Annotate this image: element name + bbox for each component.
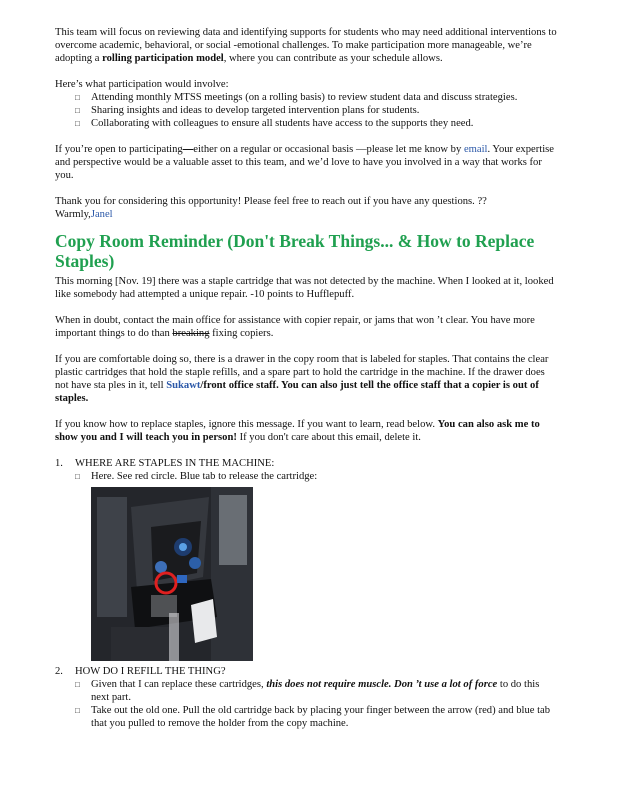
p2-text-a: When in doubt, contact the main office for assistance with copier repair, or jams that won ’t clear. You have more important things to do than bbox=[55, 315, 535, 339]
p3-text-b: either on a regular or occasional basis bbox=[193, 144, 354, 155]
bullet-icon: □ bbox=[75, 106, 80, 115]
bullet-icon: □ bbox=[75, 119, 80, 128]
sub-bold-italic-text: this does not require muscle. Don ’t use a lot of force bbox=[266, 679, 498, 690]
bullet-icon: □ bbox=[75, 472, 80, 481]
copyroom-paragraph-3 bbox=[55, 353, 558, 405]
list-item bbox=[75, 470, 558, 483]
list-item bbox=[75, 704, 558, 730]
list-item-text: Here. See red circle. Blue tab to release the cartridge: bbox=[91, 471, 318, 482]
signature-name-link[interactable]: Janel bbox=[90, 209, 113, 220]
p3-text-d: . Your expertise and perspective would be a valuable asset to this team, and we’d love to have you involved in a way that works for you. bbox=[55, 144, 554, 181]
p3-text-c: —please let me know by bbox=[355, 144, 462, 155]
list-item-text: Take out the old one. Pull the old cartridge back by placing your finger between the arrow (red) and blue tab that you pulled to remove the holder from the copy machine. bbox=[91, 705, 551, 729]
item-number: 1. bbox=[55, 458, 63, 469]
sub-text-b: to do this next part. bbox=[91, 679, 540, 703]
sub-text-a: Given that I can replace these cartridges, bbox=[91, 679, 264, 690]
p3-text-a: If you’re open to participating bbox=[55, 144, 183, 155]
p4-text-a: If you know how to replace staples, ignore this message. If you want to learn, read below. bbox=[55, 419, 435, 430]
list-item bbox=[75, 104, 558, 117]
signature bbox=[55, 208, 558, 221]
list-item bbox=[75, 91, 558, 104]
intro-paragraph-2: Here’s what participation would involve: bbox=[55, 79, 229, 90]
intro-text-c: , where you can contribute as your schedule allows. bbox=[223, 53, 443, 64]
list-item bbox=[75, 678, 558, 704]
bullet-icon: □ bbox=[75, 93, 80, 102]
sukawt-link[interactable]: Sukawt bbox=[166, 380, 201, 391]
rolling-participation-model: rolling participation model bbox=[102, 53, 224, 64]
item-title: HOW DO I REFILL THE THING? bbox=[75, 666, 226, 677]
list-item-text: Sharing insights and ideas to develop targeted intervention plans for students. bbox=[91, 105, 420, 116]
item-2-sublist bbox=[55, 678, 558, 730]
list-item-text: Collaborating with colleagues to ensure all students have access to the supports they need. bbox=[91, 118, 474, 129]
email-link[interactable]: email bbox=[463, 144, 488, 155]
numbered-item-2 bbox=[55, 665, 558, 678]
copyroom-paragraph-1: This morning [Nov. 19] there was a staple cartridge that was not detected by the machine. When I looked at it, looked like somebody had attempted a unique repair. -10 points to Hufflepuff. bbox=[55, 276, 554, 300]
item-number: 2. bbox=[55, 666, 63, 677]
p3-text: If you are comfortable doing so, there is a drawer in the copy room that is labeled for staples. That contains the clear plastic cartridges that hold the staple refills, and a spare part to hold the cartridge in the machine. If the drawer does not have sta ples in it, tell bbox=[55, 354, 549, 391]
p4-bold-text: You can also ask me to show you and I will teach you in person! bbox=[55, 419, 540, 443]
intro-text-a: This team will focus on reviewing data and identifying supports for students who may need additional interventions to overcome academic, behavioral, or social bbox=[55, 27, 557, 51]
copy-room-heading: Copy Room Reminder (Don't Break Things... & How to Replace Staples) bbox=[55, 231, 535, 271]
copyroom-paragraph-2 bbox=[55, 314, 558, 340]
copier-photo-illustration bbox=[91, 487, 253, 661]
signoff-text: Warmly, bbox=[55, 209, 91, 220]
intro-paragraph-1 bbox=[55, 26, 558, 65]
p2-text-b: fixing copiers. bbox=[212, 328, 274, 339]
copier-staple-photo bbox=[91, 487, 253, 661]
item-title: WHERE ARE STAPLES IN THE MACHINE: bbox=[75, 458, 275, 469]
copyroom-paragraph-4 bbox=[55, 418, 558, 444]
intro-text-b: -emotional challenges. To make participation more manageable, we’re adopting a bbox=[55, 40, 532, 64]
intro-paragraph-4: Thank you for considering this opportunity! Please feel free to reach out if you have any questions. ?? bbox=[55, 196, 487, 207]
intro-paragraph-3 bbox=[55, 143, 558, 182]
participation-list bbox=[55, 91, 558, 130]
p2-strike: breaking bbox=[172, 328, 210, 339]
list-item bbox=[75, 117, 558, 130]
bullet-icon: □ bbox=[75, 680, 80, 689]
item-1-sublist bbox=[55, 470, 558, 483]
p3-bold-text: /front office staff. You can also just tell the office staff that a copier is out of staples. bbox=[55, 380, 539, 404]
bullet-icon: □ bbox=[75, 706, 80, 715]
list-item-text: Attending monthly MTSS meetings (on a rolling basis) to review student data and discuss strategies. bbox=[91, 92, 518, 103]
numbered-item-1 bbox=[55, 457, 558, 470]
p3-strike: — bbox=[182, 144, 194, 155]
p4-text-b: If you don't care about this email, delete it. bbox=[239, 432, 421, 443]
